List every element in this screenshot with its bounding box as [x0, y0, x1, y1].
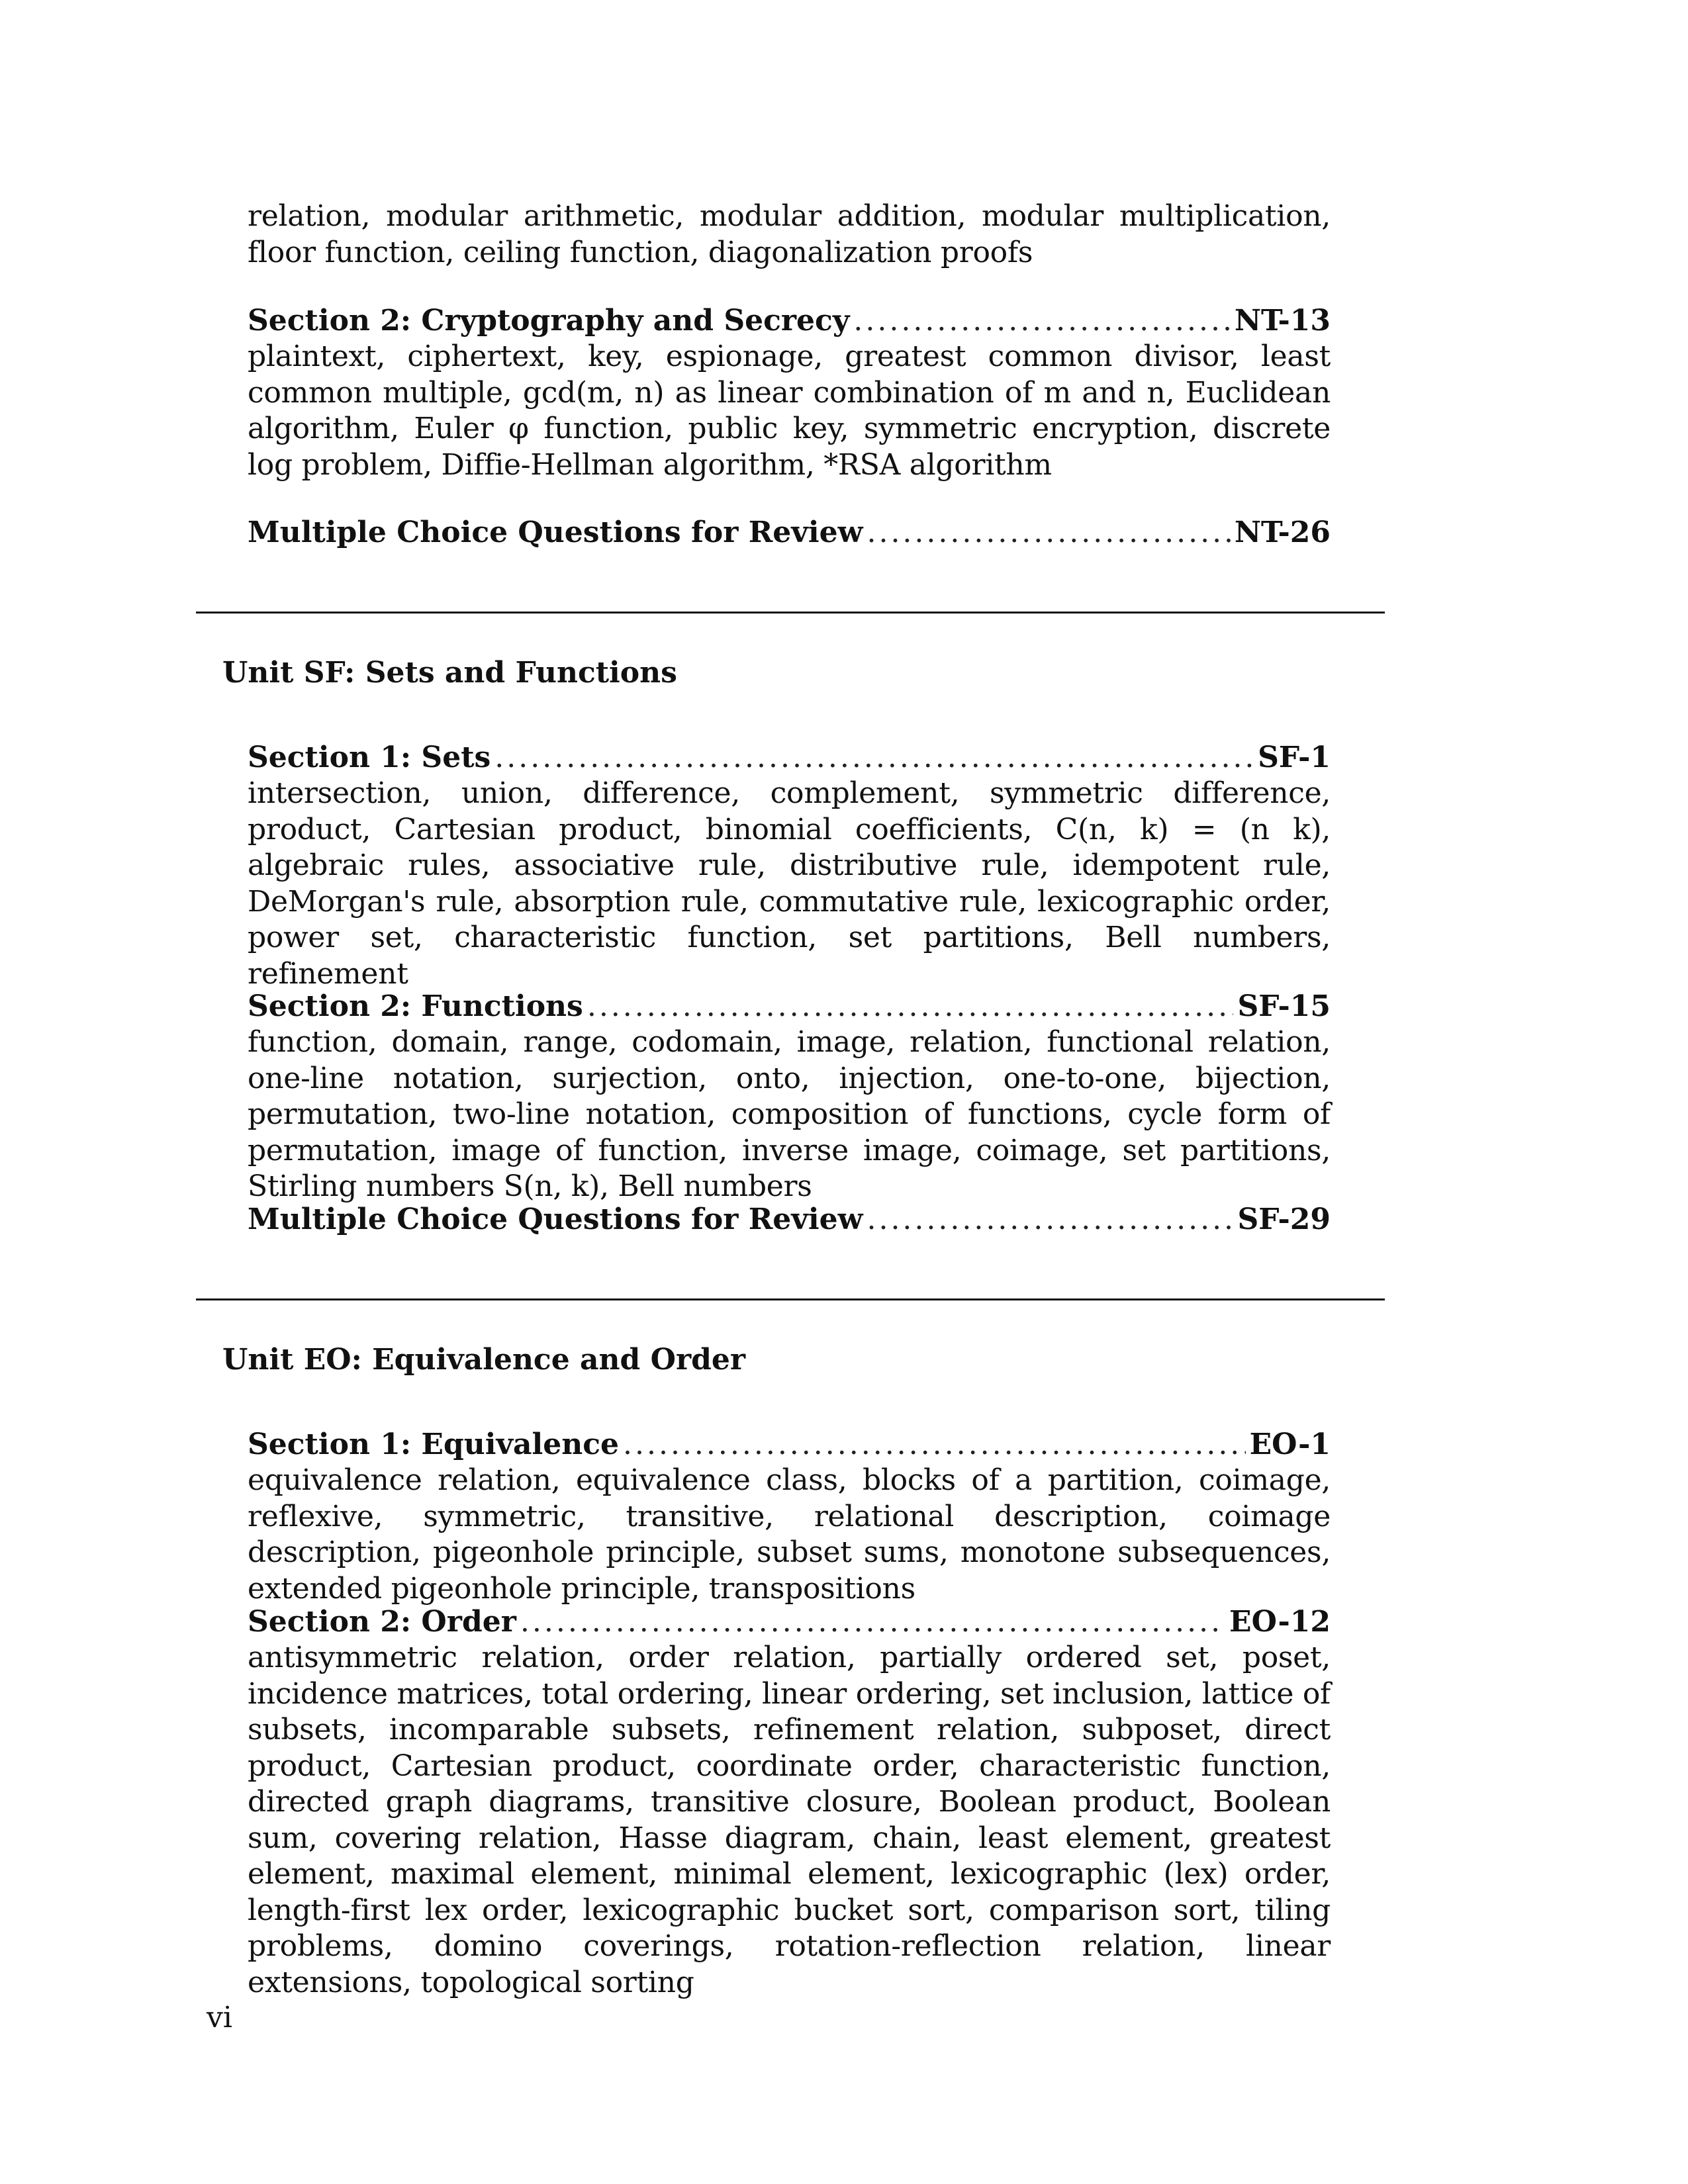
nt-section-2 [248, 303, 1331, 483]
entry-page: NT-13 [1234, 304, 1331, 338]
sf-mcq [248, 1202, 1331, 1238]
entry-keywords: plaintext, ciphertext, key, espionage, greatest common divisor, least common multiple, gcd(m, n) as linear combination of m and n, Euclidean algorithm, Euler φ function, public key, symmetric encryption, discrete log problem, Diffie-Hellman algorithm, *RSA algorithm [248, 340, 1331, 482]
continued-text: relation, modular arithmetic, modular addition, modular multiplication, floor function, ceiling function, diagonalization proofs [248, 199, 1331, 269]
entry-page: SF-29 [1237, 1203, 1331, 1236]
toc-entry-eo-section-2[interactable] [248, 1604, 1331, 1640]
eo-section-1 [248, 1427, 1331, 1607]
entry-title: Section 2: Cryptography and Secrecy [248, 304, 850, 338]
entry-title: Section 2: Order [248, 1605, 516, 1639]
nt-mcq [248, 515, 1331, 551]
entry-title: Section 2: Functions [248, 989, 583, 1023]
toc-entry-sf-section-2[interactable] [248, 989, 1331, 1024]
leader-dots [853, 303, 1230, 339]
leader-dots [623, 1427, 1246, 1463]
page-number: vi [207, 2001, 232, 2034]
leader-dots [587, 989, 1234, 1024]
entry-page: EO-1 [1249, 1428, 1331, 1461]
divider [196, 612, 1385, 614]
entry-title: Multiple Choice Questions for Review [248, 516, 863, 549]
leader-dots [867, 515, 1230, 551]
divider [196, 1298, 1385, 1300]
leader-dots [494, 740, 1254, 776]
entry-keywords: antisymmetric relation, order relation, partially ordered set, poset, incidence matrices, total ordering, linear ordering, set inclusion, lattice of subsets, incomparable subsets, refinement relation, subposet, direct product, Cartesian product, coordinate order, characteristic function, directed graph diagrams, transitive closure, Boolean product, Boolean sum, covering relation, Hasse diagram, chain, least element, greatest element, maximal element, minimal element, lexicographic (lex) order, length-first lex order, lexicographic bucket sort, comparison sort, tiling problems, domino coverings, rotation-reflection relation, linear extensions, topological sorting [248, 1641, 1331, 1999]
toc-entry-nt-mcq[interactable] [248, 515, 1331, 551]
entry-keywords: equivalence relation, equivalence class, blocks of a partition, coimage, reflexive, symmetric, transitive, relational description, coimage description, pigeonhole principle, subset sums, monotone subsequences, extended pigeonhole principle, transpositions [248, 1463, 1331, 1606]
leader-dots [867, 1202, 1233, 1238]
entry-keywords: intersection, union, difference, complement, symmetric difference, product, Cartesian product, binomial coefficients, C(n, k) = (n k), algebraic rules, associative rule, distributive rule, idempotent rule, DeMorgan's rule, absorption rule, commutative rule, lexicographic order, power set, characteristic function, set partitions, Bell numbers, refinement [248, 776, 1331, 991]
entry-page: SF-1 [1258, 741, 1331, 774]
toc-entry-sf-mcq[interactable] [248, 1202, 1331, 1238]
sf-section-1 [248, 740, 1331, 992]
entry-keywords: function, domain, range, codomain, image, relation, functional relation, one-line notation, surjection, onto, injection, one-to-one, bijection, permutation, two-line notation, composition of functions, cycle form of permutation, image of function, inverse image, coimage, set partitions, Stirling numbers S(n, k), Bell numbers [248, 1025, 1331, 1203]
entry-title: Multiple Choice Questions for Review [248, 1203, 863, 1236]
continued-entry [248, 199, 1331, 271]
eo-section-2 [248, 1604, 1331, 2001]
unit-eo-title: Unit EO: Equivalence and Order [222, 1343, 746, 1377]
toc-entry-sf-section-1[interactable] [248, 740, 1331, 776]
toc-entry-nt-section-2[interactable] [248, 303, 1331, 339]
entry-page: SF-15 [1237, 989, 1331, 1023]
entry-page: NT-26 [1234, 516, 1331, 549]
unit-sf-title: Unit SF: Sets and Functions [222, 656, 677, 690]
sf-section-2 [248, 989, 1331, 1205]
entry-page: EO-12 [1229, 1605, 1331, 1639]
leader-dots [520, 1604, 1225, 1640]
entry-title: Section 1: Sets [248, 741, 491, 774]
toc-entry-eo-section-1[interactable] [248, 1427, 1331, 1463]
entry-title: Section 1: Equivalence [248, 1428, 619, 1461]
